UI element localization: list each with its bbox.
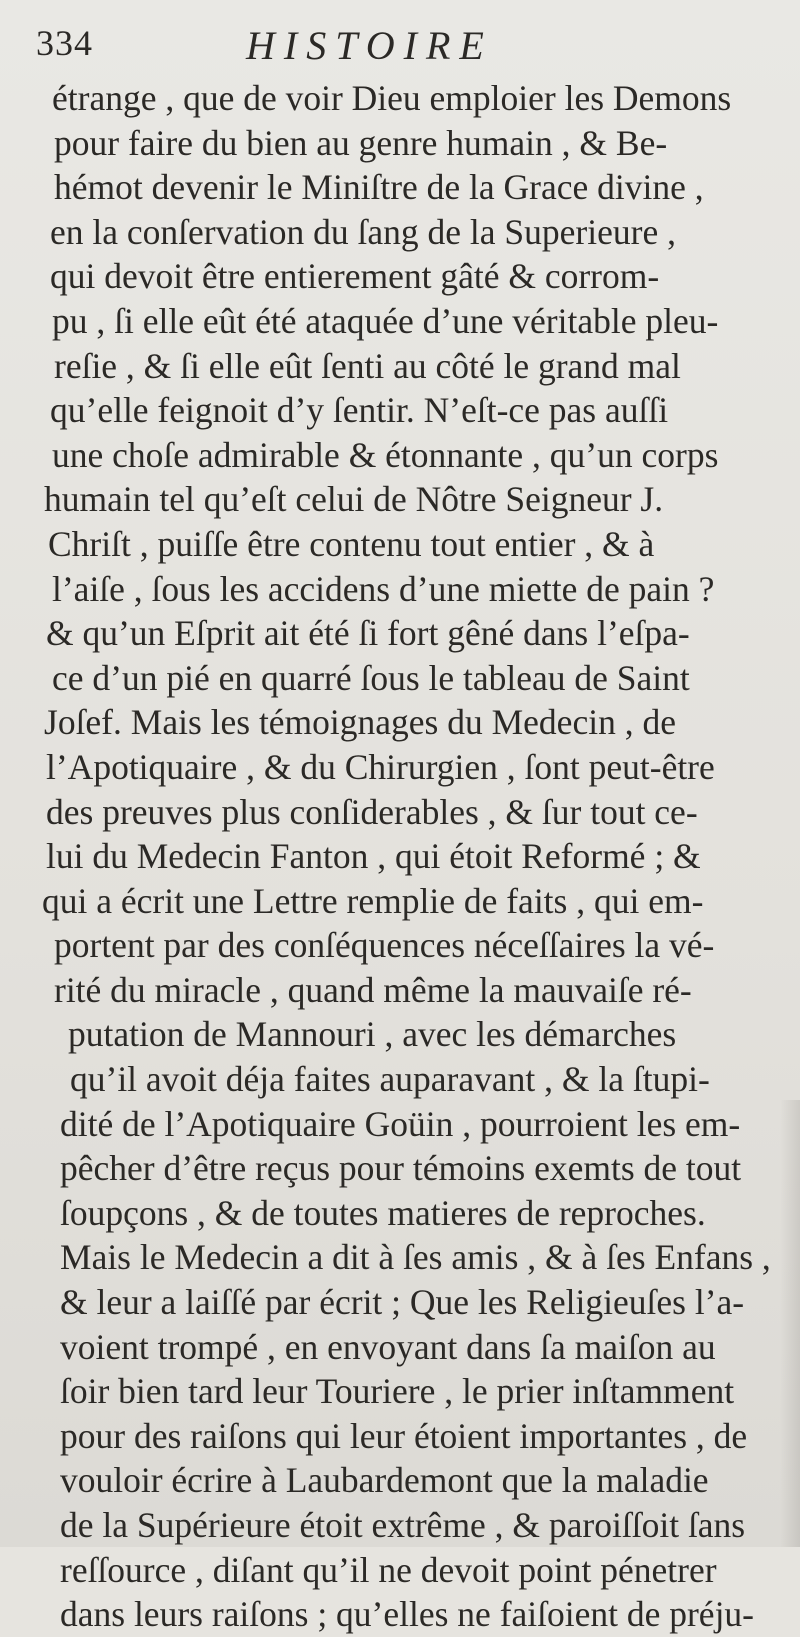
text-line: hémot devenir le Miniſtre de la Grace divine ,	[54, 167, 704, 208]
text-line: qu’il avoit déja faites auparavant , & la ſtupi-	[70, 1059, 710, 1100]
text-line: voient trompé , en envoyant dans ſa maiſon au	[60, 1326, 716, 1367]
text-line: Chriſt , puiſſe être contenu tout entier , & à	[48, 523, 655, 564]
text-line: & leur a laiſſé par écrit ; Que les Religieuſes l’a-	[60, 1282, 745, 1323]
text-line: rité du miracle , quand même la mauvaiſe ré-	[54, 969, 692, 1010]
text-line: vouloir écrire à Laubardemont que la maladie	[60, 1460, 709, 1501]
page-number: 334	[36, 23, 93, 63]
text-line: pour faire du bien au genre humain , & Be-	[54, 122, 668, 163]
text-line: pu , ſi elle eût été ataquée d’une véritable pleu-	[52, 300, 719, 341]
text-line: des preuves plus conſiderables , & ſur tout ce-	[46, 791, 698, 832]
text-line: humain tel qu’eſt celui de Nôtre Seigneur J.	[44, 479, 664, 520]
text-line: Mais le Medecin a dit à ſes amis , & à ſes Enfans ,	[60, 1237, 771, 1278]
text-line: qu’elle feignoit d’y ſentir. N’eſt-ce pas auſſi	[50, 390, 669, 431]
text-line: de la Supérieure étoit extrême , & paroiſſoit ſans	[60, 1505, 746, 1545]
text-line: ſoir bien tard leur Touriere , le prier inſtamment	[60, 1371, 735, 1412]
text-line: & qu’un Eſprit ait été ſi fort gêné dans l’eſpa-	[46, 613, 690, 654]
text-line: qui a écrit une Lettre remplie de faits , qui em-	[42, 880, 704, 921]
text-line: ſoupçons , & de toutes matieres de reproches.	[60, 1192, 706, 1233]
text-line: pour des raiſons qui leur étoient importantes , de	[60, 1415, 748, 1456]
text-line: en la conſervation du ſang de la Superieure ,	[50, 211, 676, 252]
text-line: l’aiſe , ſous les accidens d’une miette de pain ?	[52, 568, 715, 609]
text-line: Joſef. Mais les témoignages du Medecin , de	[44, 702, 676, 743]
page-header	[36, 22, 760, 72]
text-line: ce d’un pié en quarré ſous le tableau de Saint	[52, 657, 690, 698]
running-title: HISTOIRE	[246, 23, 493, 68]
text-line: portent par des conſéquences néceſſaires la vé-	[54, 925, 715, 966]
text-line: lui du Medecin Fanton , qui étoit Reformé ; &	[46, 836, 701, 877]
text-line: reſie , & ſi elle eût ſenti au côté le grand mal	[54, 345, 681, 386]
text-line: l’Apotiquaire , & du Chirurgien , ſont peut-être	[46, 746, 715, 787]
text-line: qui devoit être entierement gâté & corrom-	[50, 256, 660, 297]
page-edge-shadow	[780, 1100, 800, 1547]
text-line: étrange , que de voir Dieu emploier les Demons	[52, 78, 732, 118]
text-line: dité de l’Apotiquaire Goüin , pourroient les em-	[60, 1103, 741, 1144]
text-line: dans leurs raiſons ; qu’elles ne faiſoient de préju-	[60, 1594, 755, 1635]
body-text	[40, 76, 800, 1637]
text-line: une choſe admirable & étonnante , qu’un corps	[52, 434, 719, 475]
text-line: reſſource , diſant qu’il ne devoit point pénetrer	[60, 1549, 717, 1590]
text-line: pêcher d’être reçus pour témoins exemts de tout	[60, 1148, 742, 1189]
text-line: putation de Mannouri , avec les démarches	[68, 1014, 677, 1055]
